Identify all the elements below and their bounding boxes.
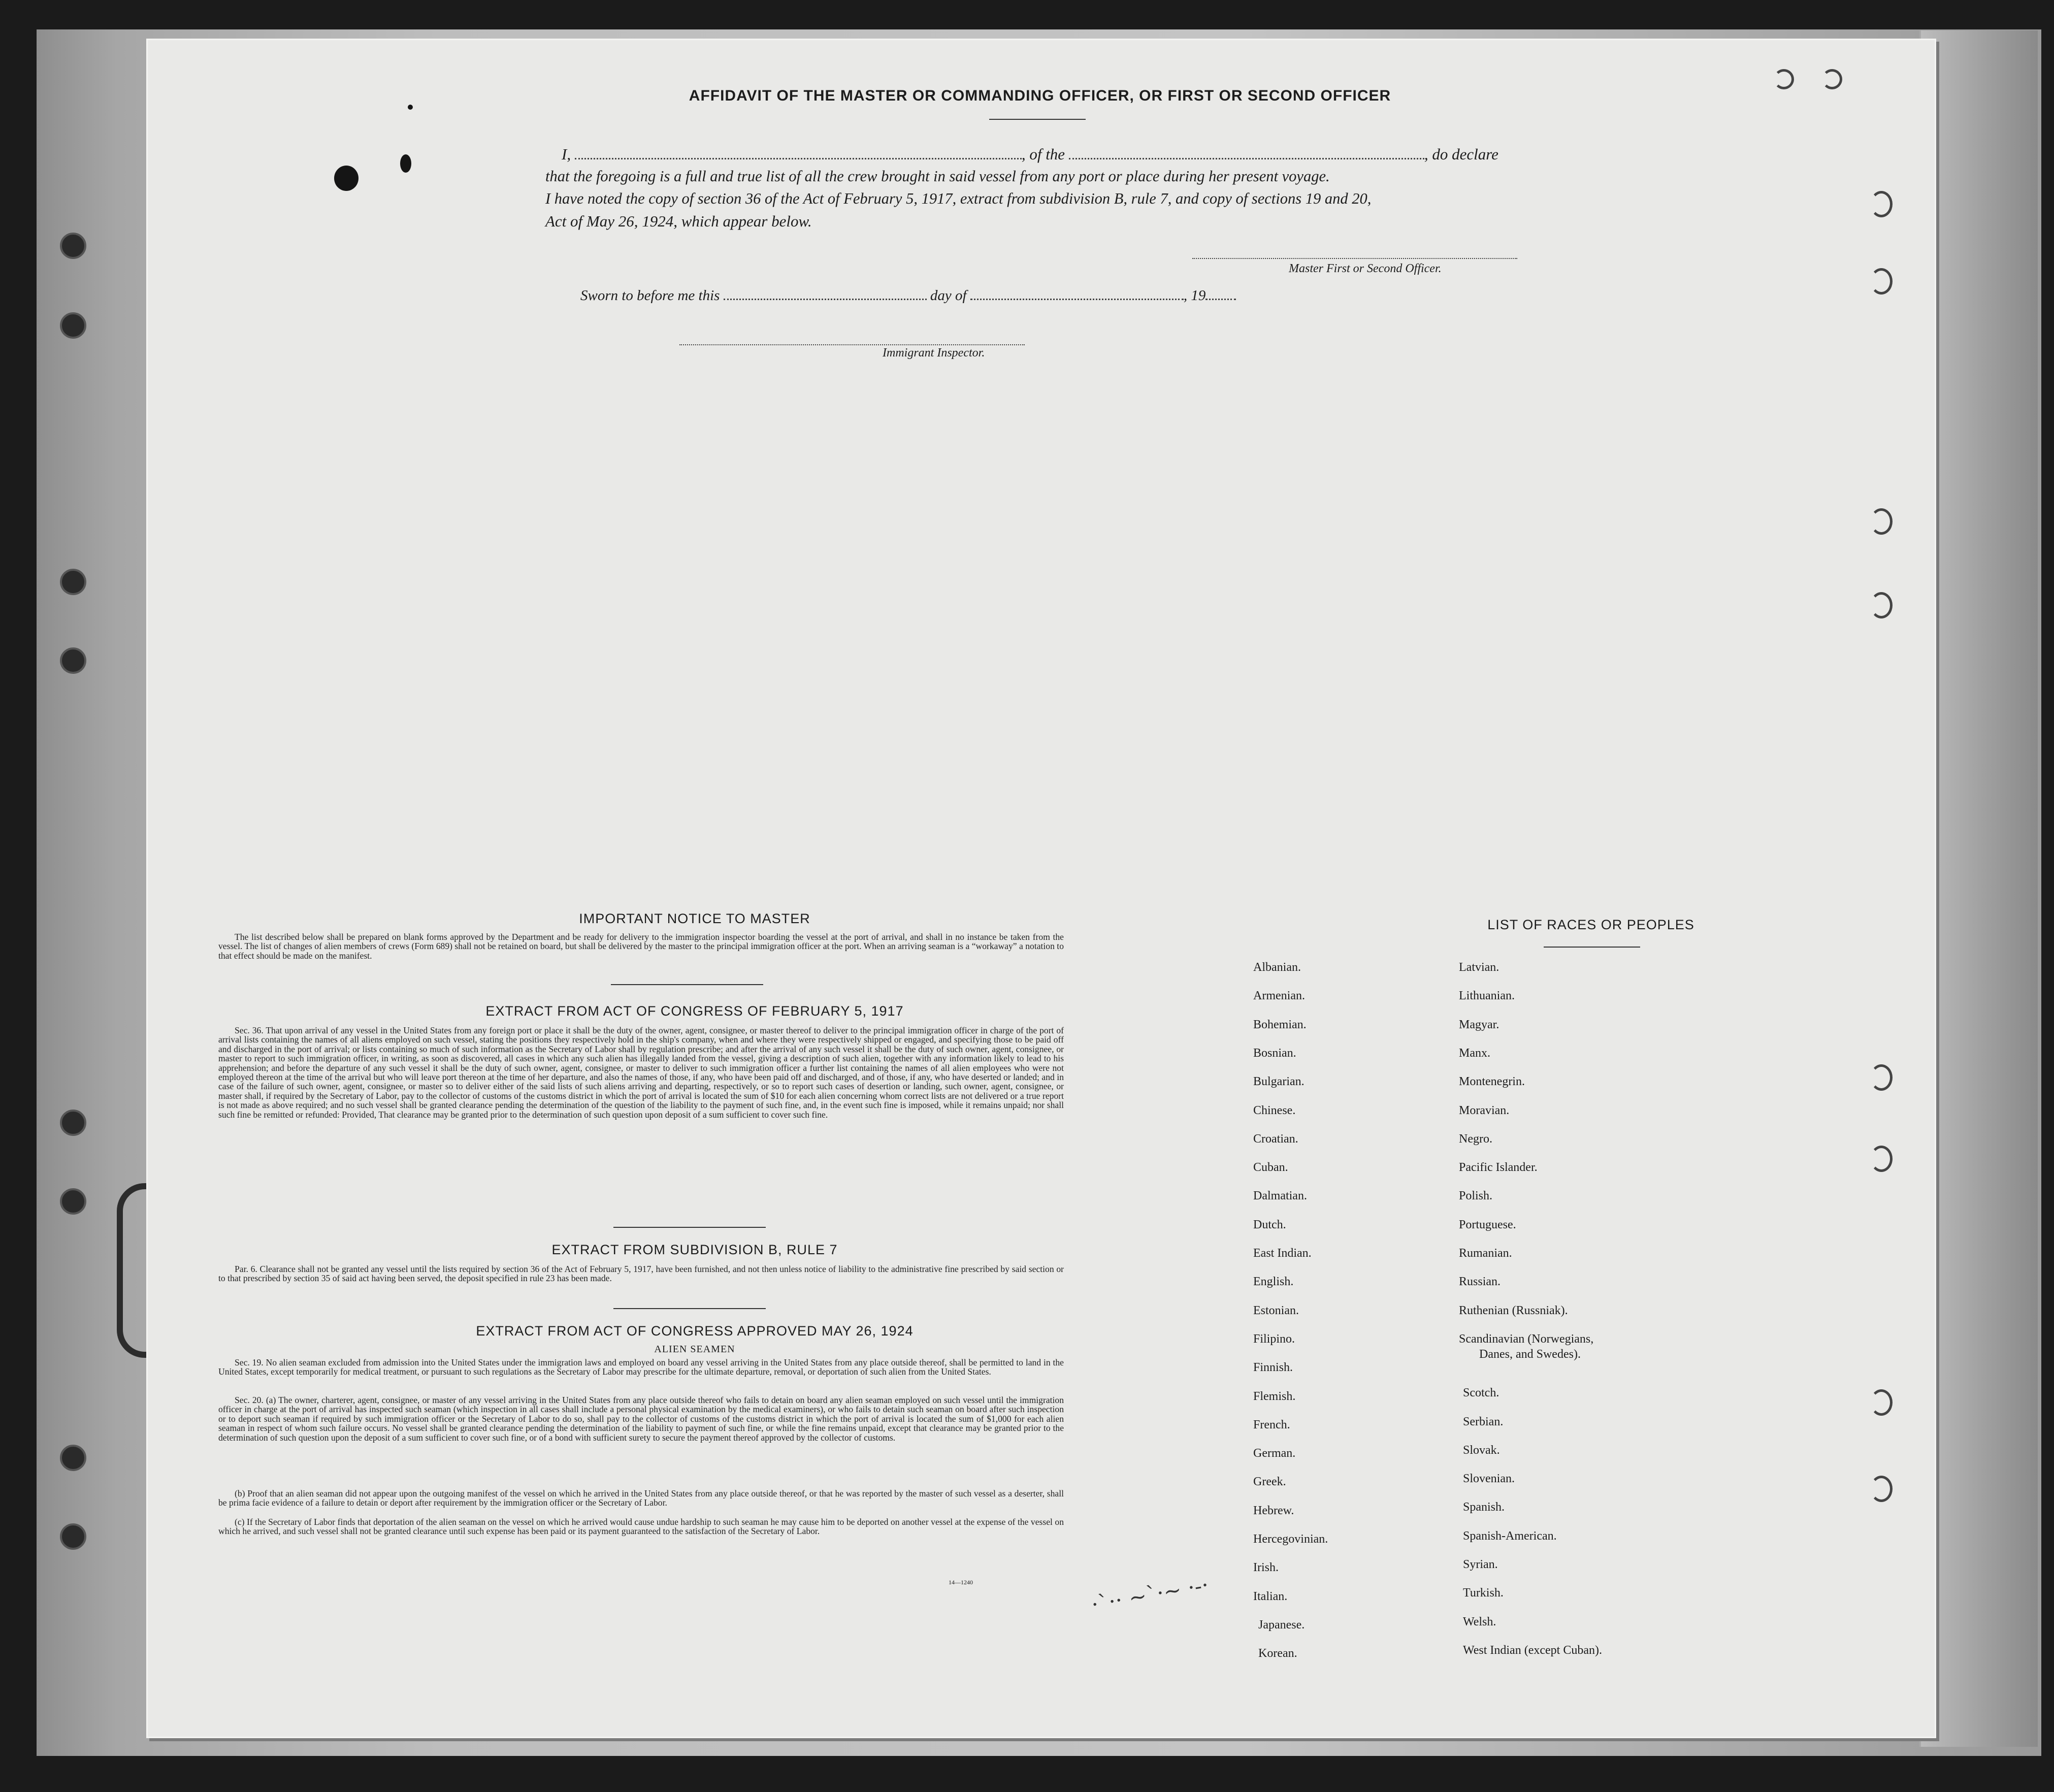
race-item: French. [1253, 1418, 1290, 1431]
race-item: Spanish-American. [1463, 1529, 1557, 1543]
ink-blot [408, 105, 413, 110]
race-item: Lithuanian. [1459, 989, 1515, 1003]
race-item: Magyar. [1459, 1018, 1499, 1031]
race-item: Welsh. [1463, 1615, 1496, 1628]
sworn-day-blank[interactable] [724, 299, 927, 300]
race-item: Irish. [1253, 1561, 1279, 1575]
race-item: Ruthenian (Russniak). [1459, 1304, 1568, 1317]
race-item: Scotch. [1463, 1386, 1499, 1400]
sworn-year-label: , 19 [1183, 287, 1206, 304]
sec20a-text: Sec. 20. (a) The owner, charterer, agent, consignee, or master of any vessel arriving in the United States from any place outside thereof who fails to detain on board any alien seaman employed on such vessel until the immigration officer in charge at the port of arrival has inspected such seaman (which inspection in all cases shall include a personal physical examination by the medical examiners), or who fails to detain such seaman on board after such inspection or to deport such seaman if required by such immigration officer or the Secretary of Labor to do so, shall pay to the collector of customs of the customs district in which the port of arrival is located the sum of $1,000 for each alien seaman in respect of whom such failure occurs. No vessel shall be granted clearance pending the determination of the liability to payment of such fine, or while the fine remains unpaid, except that clearance may be granted prior to the determination of such question upon the deposit of a sum sufficient to cover such fine, or of a bond with sufficient surety to secure the payment thereof approved by the collector of customs. [218, 1395, 1064, 1443]
rule7-text: Par. 6. Clearance shall not be granted any vessel until the lists required by section 36 of the Act of February 5, 1917, have been furnished, and not then unless notice of liability to the administrative fine prescribed by said section or to that prescribed by section 35 of said act having been served, the deposit specified in rule 23 has been made. [218, 1264, 1064, 1284]
race-item: Cuban. [1253, 1161, 1288, 1175]
binder-hole [60, 312, 86, 339]
race-item: Serbian. [1463, 1415, 1504, 1428]
vessel-blank[interactable] [1069, 158, 1424, 159]
race-item: Pacific Islander. [1459, 1161, 1538, 1175]
race-item: Korean. [1258, 1647, 1297, 1660]
race-item: Manx. [1459, 1046, 1490, 1060]
manifest-page [146, 39, 1936, 1738]
binder-hole [60, 1188, 86, 1215]
race-item: Albanian. [1253, 961, 1301, 974]
section-divider [613, 1308, 766, 1309]
punch-hole [1870, 508, 1893, 535]
race-item: Finnish. [1253, 1361, 1293, 1375]
race-item: Russian. [1459, 1275, 1501, 1289]
affidavit-line-2: that the foregoing is a full and true list of all the crew brought in said vessel from any port or place during her present voyage. [545, 168, 1330, 185]
race-item: Dutch. [1253, 1218, 1286, 1231]
binder-hole [60, 647, 86, 674]
binder-hole [60, 233, 86, 259]
punch-hole [1870, 1064, 1893, 1091]
sec20c-text: (c) If the Secretary of Labor finds that deportation of the alien seaman on the vessel on which he arrived would cause undue hardship to such seaman he may cause him to be deported on another vessel at the expense of the vessel on which he arrived, and such vessel shall not be granted clearance until such expense has been paid or its payment guaranteed to the satisfaction of the Secretary of Labor. [218, 1517, 1064, 1537]
alien-seamen-subheading: ALIEN SEAMEN [654, 1344, 735, 1355]
pencil-mark: ·`·· ~`·~ ·-· [1089, 1572, 1211, 1617]
race-item: Portuguese. [1459, 1218, 1516, 1231]
race-item: Moravian. [1459, 1103, 1510, 1117]
binder-hole [60, 1110, 86, 1136]
inspector-signature-line[interactable] [679, 343, 1025, 345]
race-item: Hebrew. [1253, 1504, 1294, 1517]
ink-blot [400, 154, 411, 173]
sec20b-text: (b) Proof that an alien seaman did not appear upon the outgoing manifest of the vessel on which he arrived in the United States from any place outside thereof, or that he was reported by the master of such vessel as a deserter, shall be prima facie evidence of a failure to detain or deport after requirement by the immigration officer or the Secretary of Labor. [218, 1488, 1064, 1508]
notice-text: The list described below shall be prepared on blank forms approved by the Department and be ready for delivery to the immigration inspector boarding the vessel at the port of arrival, and shall in no instance be taken from the vessel. The list of changes of alien members of crews (Form 689) shall not be retained on board, but shall be delivered by the master to the principal immigration officer at the port. When an arriving seaman is a “workaway” a notation to that effect should be made on the manifest. [218, 932, 1064, 961]
race-item: Slovak. [1463, 1443, 1500, 1457]
extract-1917-heading: EXTRACT FROM ACT OF CONGRESS OF FEBRUARY 5, 1917 [485, 1003, 904, 1019]
races-rule [1544, 947, 1640, 948]
sworn-prefix: Sworn to before me this [580, 287, 720, 304]
race-item: Bohemian. [1253, 1018, 1307, 1031]
affidavit-declaration-line [562, 145, 1498, 164]
race-item: Montenegrin. [1459, 1075, 1525, 1089]
race-item: Rumanian. [1459, 1247, 1512, 1260]
notice-heading: IMPORTANT NOTICE TO MASTER [579, 911, 810, 926]
race-item: Hercegovinian. [1253, 1533, 1328, 1546]
race-item: English. [1253, 1275, 1294, 1289]
sec19-text: Sec. 19. No alien seaman excluded from admission into the United States under the immigration laws and employed on board any vessel arriving in the United States from any place outside thereof, shall be permitted to land in the United States, except temporarily for medical treatment, or pursuant to such regulations as the Secretary of Labor may prescribe for the ultimate departure, removal, or deportation of such alien from the United States. [218, 1357, 1064, 1377]
sworn-line [580, 287, 1236, 304]
race-item: Bulgarian. [1253, 1075, 1305, 1089]
race-item: Dalmatian. [1253, 1189, 1307, 1203]
punch-hole [1870, 1389, 1893, 1416]
race-item: German. [1253, 1447, 1296, 1460]
name-blank[interactable] [575, 158, 1022, 159]
section-divider [611, 984, 763, 985]
race-item: West Indian (except Cuban). [1463, 1643, 1602, 1657]
affidavit-title: AFFIDAVIT OF THE MASTER OR COMMANDING OFFICER, OR FIRST OR SECOND OFFICER [689, 87, 1391, 104]
race-item: Armenian. [1253, 989, 1305, 1003]
race-item: Turkish. [1463, 1586, 1504, 1600]
race-item: Spanish. [1463, 1501, 1505, 1514]
backing-board-edge [1919, 30, 2038, 1747]
affidavit-i: I, [562, 145, 571, 163]
binder-hole [60, 1445, 86, 1471]
extract-1924-heading: EXTRACT FROM ACT OF CONGRESS APPROVED MAY 26, 1924 [476, 1323, 914, 1339]
master-signature-line[interactable] [1192, 257, 1517, 259]
race-item: Danes, and Swedes). [1479, 1347, 1581, 1361]
sworn-year-blank[interactable] [1205, 299, 1236, 300]
master-label: Master First or Second Officer. [1289, 262, 1442, 275]
binder-hole [60, 569, 86, 595]
race-item: Bosnian. [1253, 1046, 1296, 1060]
affidavit-line-4: Act of May 26, 1924, which appear below. [545, 212, 812, 230]
punch-hole [1774, 69, 1794, 89]
form-number: 14—1240 [949, 1579, 973, 1586]
race-item: Japanese. [1258, 1618, 1305, 1632]
punch-hole [1870, 191, 1893, 217]
race-item: Greek. [1253, 1475, 1286, 1489]
sworn-month-blank[interactable] [970, 299, 1184, 300]
sworn-day-label: day of [930, 287, 967, 304]
race-item: Estonian. [1253, 1304, 1299, 1317]
affidavit-line-3: I have noted the copy of section 36 of the Act of February 5, 1917, extract from subdivision B, rule 7, and copy of sections 19 and 20, [545, 190, 1372, 207]
binder-hole [60, 1523, 86, 1550]
affidavit-do-declare: , do declare [1424, 145, 1498, 163]
race-item: Flemish. [1253, 1389, 1296, 1403]
inspector-label: Immigrant Inspector. [883, 346, 985, 360]
race-item: Chinese. [1253, 1103, 1296, 1117]
race-item: Italian. [1253, 1589, 1288, 1603]
race-item: Slovenian. [1463, 1472, 1515, 1486]
title-rule [989, 119, 1086, 120]
punch-hole [1870, 592, 1893, 618]
race-item: Negro. [1459, 1132, 1492, 1146]
extract-1917-text: Sec. 36. That upon arrival of any vessel in the United States from any foreign port or place it shall be the duty of the owner, agent, consignee, or master thereof to deliver to the principal immigration officer in charge of the port of arrival lists containing the names of all aliens employed on such vessel, stating the positions they respectively hold in the ship's company, when and where they were respectively shipped or engaged, and specifying those to be paid off and discharged in the port of arrival; or lists containing so much of such information as the Secretary of Labor shall by regulation prescribe; and after the arrival of any such vessel it shall be the duty of such owner, agent, consignee, or master to report to such immigration officer, in writing, as soon as discovered, all cases in which any such alien has illegally landed from the vessel, giving a description of such alien, together with any information likely to lead to his apprehension; and before the departure of any such vessel it shall be the duty of such owner, agent, consignee, or master to deliver to such immigration officer a further list containing the names of all alien employees who were not employed thereon at the time of the arrival but who will leave port thereon at the time of her departure, and also the names of those, if any, who have been paid off and discharged, and of those, if any, who have deserted or landed; and in case of the failure of such owner, agent, consignee, or master so to deliver either of the said lists of such aliens arriving and departing, respectively, or so to report such cases of desertion or landing, such owner, agent, consignee, or master shall, if required by the Secretary of Labor, pay to the collector of customs of the customs district in which the port of arrival is located the sum of $10 for each alien concerning whom correct lists are not delivered or a true report is not made as above required; and no such vessel shall be granted clearance pending the determination of the question of the liability to the payment of such fine, and, in the event such fine is imposed, while it remains unpaid; nor shall such fine be remitted or refunded: Provided, That clearance may be granted prior to the determination of such question upon deposit of a sum sufficient to cover such fine. [218, 1025, 1064, 1120]
affidavit-of-the: , of the [1021, 145, 1065, 163]
race-item: Syrian. [1463, 1558, 1498, 1571]
race-item: Croatian. [1253, 1132, 1298, 1146]
rule7-heading: EXTRACT FROM SUBDIVISION B, RULE 7 [551, 1242, 838, 1257]
punch-hole [1870, 268, 1893, 295]
race-item: Filipino. [1253, 1332, 1295, 1346]
punch-hole [1870, 1476, 1893, 1502]
punch-hole [1870, 1146, 1893, 1172]
punch-hole [1822, 69, 1842, 89]
race-item: East Indian. [1253, 1247, 1312, 1260]
race-item: Scandinavian (Norwegians, [1459, 1332, 1594, 1346]
races-heading: LIST OF RACES OR PEOPLES [1487, 917, 1694, 932]
ink-blot [334, 166, 358, 191]
section-divider [613, 1227, 766, 1228]
race-item: Latvian. [1459, 961, 1499, 974]
race-item: Polish. [1459, 1189, 1493, 1203]
